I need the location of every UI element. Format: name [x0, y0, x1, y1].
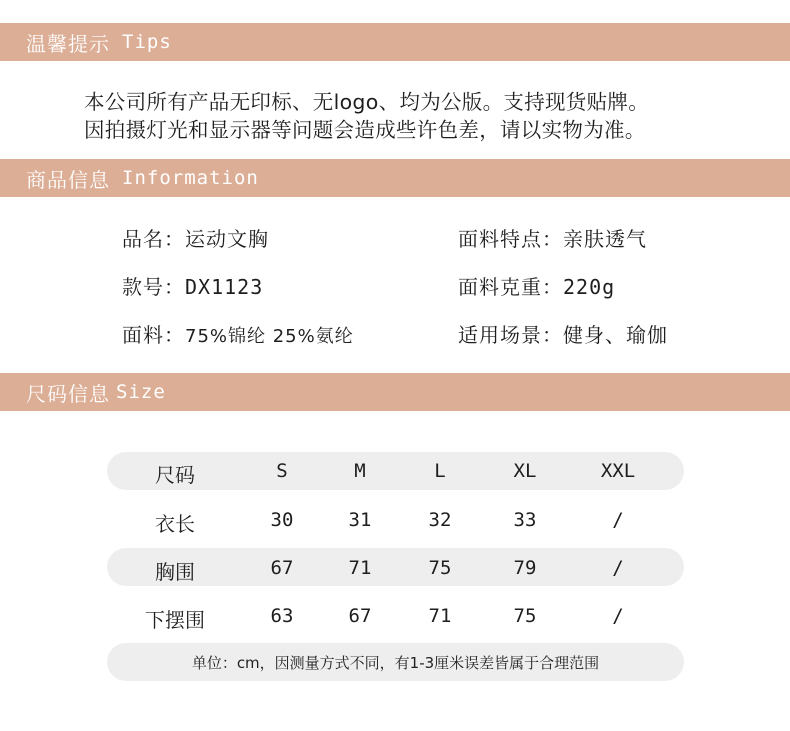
header-cell-m: M — [354, 460, 366, 482]
fabric-weight-value: 220g — [563, 275, 616, 299]
table-cell: 63 — [270, 605, 294, 627]
usage-scene-label: 适用场景： — [458, 323, 563, 347]
fabric-label: 面料： — [122, 323, 185, 347]
size-section-header — [0, 373, 790, 411]
tips-line-1: 本公司所有产品无印标、无logo、均为公版。支持现货贴牌。 — [84, 90, 649, 114]
table-cell: / — [612, 557, 624, 579]
info-fabric-weight — [458, 271, 615, 300]
tips-section-header — [0, 23, 790, 61]
header-cell-xl: XL — [513, 460, 537, 482]
table-cell: 33 — [513, 509, 537, 531]
size-title-en: Size — [116, 381, 166, 403]
info-section-header — [0, 159, 790, 197]
tips-title-zh: 温馨提示 — [26, 31, 110, 56]
table-cell: 75 — [428, 557, 452, 579]
table-cell: / — [612, 509, 624, 531]
table-cell: 31 — [348, 509, 372, 531]
tips-line-2: 因拍摄灯光和显示器等问题会造成些许色差，请以实物为准。 — [84, 118, 646, 142]
table-cell: / — [612, 605, 624, 627]
header-cell-size: 尺码 — [155, 463, 195, 487]
header-cell-s: S — [276, 460, 288, 482]
fabric-weight-label: 面料克重： — [458, 275, 563, 299]
size-note: 单位：cm，因测量方式不同，有1-3厘米误差皆属于合理范围 — [191, 654, 600, 672]
info-title-en: Information — [122, 167, 259, 189]
product-name-value: 运动文胸 — [185, 227, 269, 251]
info-product-name — [122, 223, 269, 252]
fabric-feature-label: 面料特点： — [458, 227, 563, 251]
table-cell: 67 — [270, 557, 294, 579]
table-cell: 71 — [428, 605, 452, 627]
product-name-label: 品名： — [122, 227, 185, 251]
model-number-value: DX1123 — [185, 275, 264, 299]
fabric-feature-value: 亲肤透气 — [563, 227, 647, 251]
row-label-length: 衣长 — [155, 512, 195, 536]
model-number-label: 款号： — [122, 275, 185, 299]
info-usage-scene — [458, 319, 668, 348]
header-cell-l: L — [434, 460, 446, 482]
table-cell: 32 — [428, 509, 452, 531]
table-cell: 71 — [348, 557, 372, 579]
info-model-number — [122, 271, 263, 300]
info-fabric-feature — [458, 223, 647, 252]
table-cell: 75 — [513, 605, 537, 627]
fabric-value: 75%锦纶 25%氨纶 — [185, 326, 354, 347]
table-cell: 67 — [348, 605, 372, 627]
info-title-zh: 商品信息 — [26, 167, 110, 192]
row-label-chest: 胸围 — [155, 560, 195, 584]
usage-scene-value: 健身、瑜伽 — [563, 323, 668, 347]
header-cell-xxl: XXL — [600, 460, 636, 482]
row-label-hem: 下摆围 — [145, 608, 205, 632]
table-cell: 79 — [513, 557, 537, 579]
size-title-zh: 尺码信息 — [26, 381, 110, 406]
info-fabric — [122, 319, 354, 348]
table-cell: 30 — [270, 509, 294, 531]
tips-title-en: Tips — [122, 31, 172, 53]
